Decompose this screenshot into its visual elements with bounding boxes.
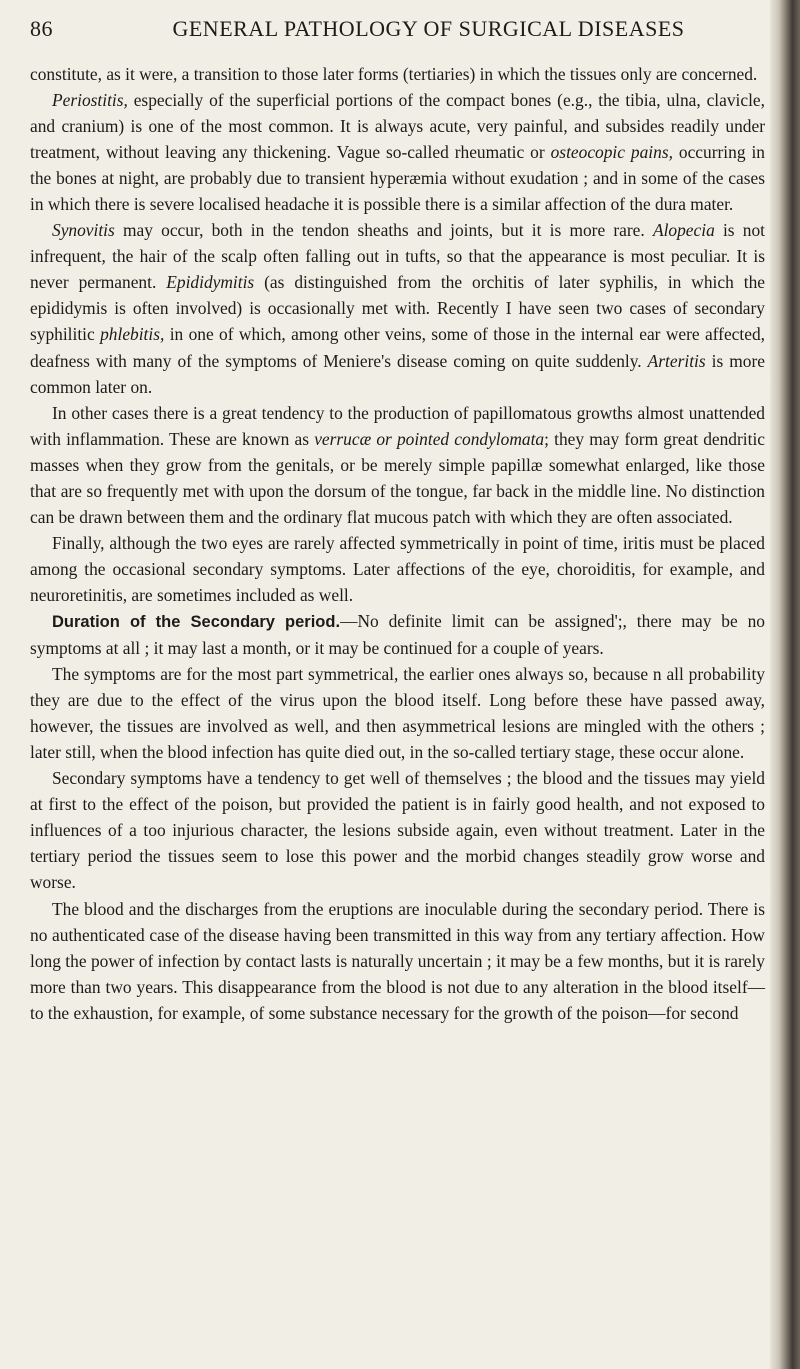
text-run: Secondary symptoms have a tendency to get well of themselves ; the blood and the tissues may yield at first to the effect of the poison, but provided the patient is in fairly good health, and not exposed to influences of a too injurious character, the lesions subside again, even without treatment. Later in the tertiary period the tissues seem to lose this power and the morbid changes steadily grow worse and worse. [30,768,765,893]
term-alopecia: Alopecia [652,220,715,241]
text-run: —No definite limit can be assigned';, there may be no symptoms at all ; it may last a month, or it may be continued for a couple of years. [30,610,765,659]
paragraph-self-healing [30,765,765,895]
paragraph-inoculable [30,896,765,1026]
text-run: especially of the superficial portions of the compact bones (e.g., the tibia, ulna, clavicle, and cranium) is one of the most common. It is always acute, very painful, and subsides readily under treatment, without leaving any thickening. Vague so-called rheumatic or [30,90,765,163]
text-run: may occur, both in the tendon sheaths and joints, but it is more rare. [114,220,653,241]
term-epididymitis: Epididymitis [166,272,255,293]
text-run: Finally, although the two eyes are rarely affected symmetrically in point of time, iritis must be placed among the occasional secondary symptoms. Later affections of the eye, choroiditis, for example, and neuroretinitis, are sometimes included as well. [30,532,765,605]
term-osteocopic-pains: osteocopic pains, [550,142,673,163]
text-run: occurring in the bones at night, are probably due to transient hyperæmia without exudation ; and in some of the cases in which there is severe localised headache it is possible there is a similar affection of the dura mater. [30,142,765,215]
running-header [30,16,765,46]
text-run: is not infrequent, the hair of the scalp often falling out in tufts, so that the appearance is most peculiar. It is never permanent. [30,220,765,293]
term-synovitis: Synovitis [52,220,115,241]
term-periostitis: Periostitis, [52,90,128,111]
text-run: The blood and the discharges from the eruptions are inoculable during the secondary period. There is no authenticated case of the disease having been transmitted in this way from any tertiary affection. How long the power of infection by contact lasts is naturally uncertain ; it may be a few months, but it is rarely more than two years. This disappearance from the blood is not due to any alteration in the blood itself—to the exhaustion, for example, of some substance necessary for the growth of the poison—for second [30,898,765,1023]
term-phlebitis: phlebitis, [100,324,165,345]
paragraph-synovitis [30,217,765,399]
book-binding-edge [770,0,800,1369]
text-run: ; they may form great dendritic masses when they grow from the genitals, or be merely simple papillæ somewhat enlarged, like those that are so frequently met with upon the dorsum of the tongue, far back in the middle line. No distinction can be drawn between them and the ordinary flat mucous patch with which they are often associated. [30,428,766,527]
term-verrucae: verrucæ or pointed condylomata [314,428,545,449]
paragraph-papillomatous [30,400,765,530]
paragraph-continuation [30,61,765,87]
paragraph-periostitis [30,87,765,217]
text-run: In other cases there is a great tendency to the production of papillomatous growths almost unattended with inflammation. These are known as [30,402,765,449]
running-title: GENERAL PATHOLOGY OF SURGICAL DISEASES [172,16,685,41]
page-number: 86 [30,16,53,41]
text-run: (as distinguished from the orchitis of later syphilis, in which the epididymis is often involved) is occasionally met with. Recently I have seen two cases of secondary syphilitic [30,272,765,345]
paragraph-symmetry [30,661,765,765]
paragraph-duration [30,608,765,661]
text-run: is more common later on. [30,350,765,397]
body-text [30,61,765,1026]
paragraph-iritis [30,530,765,608]
term-arteritis: Arteritis [647,350,706,371]
section-heading: Duration of the Secondary period. [52,612,341,631]
text-run: constitute, as it were, a transition to those later forms (tertiaries) in which the tissues only are concerned. [30,64,758,84]
text-run: The symptoms are for the most part symmetrical, the earlier ones always so, because n all probability they are due to the effect of the virus upon the blood itself. Long before these have passed away, however, the tissues are involved as well, and then asymmetrical lesions are mingled with the others ; later still, when the blood infection has quite died out, in the so-called tertiary stage, these occur alone. [30,664,765,763]
text-run: in one of which, among other veins, some of those in the internal ear were affected, deafness with many of the symptoms of Meniere's disease coming on quite suddenly. [30,324,765,371]
